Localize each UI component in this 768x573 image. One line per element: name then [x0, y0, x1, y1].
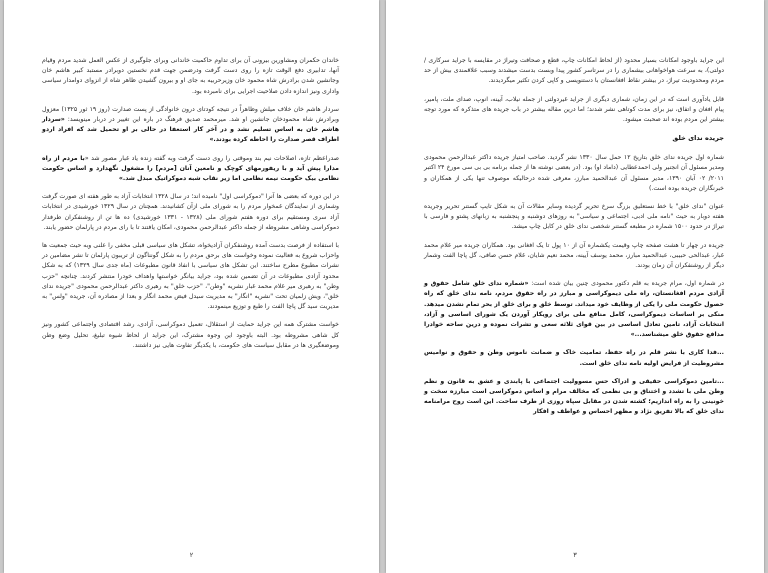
paragraph: در این دوره که بعضی ها آنرا "دموکراسی اول" نامیده اند؛ در سال ۱۳۲۸ انتخابات آزاد به طور هفته ای صورت گرفت وشماری از نمایندگان غمخوار مردم را به شورای ملی ازآن کشانیدند. همچنان در سال ۱۳۲۹ خورشیدی در انتخابات آزاد سری ومستقیم برای دوره هفتم شورای ملی (۱۳۲۸ - ۱۳۳۱ خورشیدی) ده ها تن از روشنفکران طرفدار دموکراسی وشاهی مشروطه از جمله داکتر عبدالرحمن محمودی، امکان یافتند تا با رای مردم در پارلمان حضور یابند.	[42, 193, 340, 231]
page-2-content	[42, 56, 339, 359]
paragraph: شماره اول جریده ندای خلق بتاریخ ۱۲ حمل سال ۱۳۳۰ نشر گردید. صاحب امتیاز جریده داکتر عبدالرحمن محمودی ومدیر مسئول آن انجنیر ولی احمدعطایی (داماد او) بود. (در بعضی نوشته ها از جمله برنامه بی بی سی مورخ ۲۴ اکتبر ۲۰۱۱/ ۰۲ آبان ۱۳۹۰، مدیر مسئول آن عبدالحمید مبارز، معرفی شده درحالیکه موصوف تنها یکی از همکاران و خبرنگاران جریده بوده است.)	[424, 154, 724, 192]
paragraph: خاندان حکمران ومشاورین بیرونی آن برای تداوم حاکمیت خاندانی وبرای جلوگیری از عکس العمل شدید مردم وقیام آنها، تدابیری دفع الوقت تازه را روی دست گرفت ودرضمن جهت قدم نخستین دوبرادر مستبد کبیر هاشم خان وجانشین شدن برادرش شاه محمود خان وزیرحربیه به جای او و بیرون گشیدن ظاهر شاه از انزوای دوامدار سیاسی واداری ونیز اندازه دادن صلاحیت اجرایی برای نامبرده بود.	[42, 57, 339, 95]
page-number: ۲	[189, 551, 194, 559]
quote-bold: «سردار هاشم خان به اساس تسلیم نشد و در آخر کار استعفا در حالی بر او تحمیل شد که افراد اردو اطراف قصر صدارت را احاطه کرده بودند.»	[42, 116, 339, 144]
paragraph-with-quote	[424, 279, 724, 340]
paragraph: با استفاده از فرصت بدست آمده روشنفکران آزادیخواه، تشکل های سیاسی قبلی مخفی را علنی وبه حیث جمعیت ها واحزاب شروع به فعالیت نموده وخواست های برحق مردم را به شکل گونناگون از تریبون پارلمان تا نشر مضامین در نشرات مطبوع مطرح ساختند. این تشکل های سیاسی با انفاذ قانون مطبوعات (ماه جدی سال ۱۳۲۹) که به شکل محدود آزادی مطبوعات در آن تضمین شده بود، جراید بیانگر خواستها واهداف خودرا منتشر کردند. چنانچه "حزب وطن" به رهبری میر غلام محمد غبار نشریه "وطن"، "حزب خلق" به رهبری داکتر عبدالرحمن محمودی "جریده ندای خلق"، ویش زلمیان تحت "نشریه "انگار" به مدیریت سیدل فیض محمد انگار و بعدا از مصادره آن، جریده "ولس" به مدیریت سید گل پاچا الفت را طبع و توزیع مینمودند.	[42, 242, 340, 311]
section-heading: جریده ندای خلق	[672, 134, 724, 143]
paragraph-text: سردار هاشم خان خلاف میلش وظاهراً در نتیجه کودتای درون خانوادگی از پست صدارت (روز ۱۹ ثور ۱۳۲۵) معزول وبرادرش شاه محمودخان جانشین او شد. میرمحمد صدیق فرهنگ در باره این تغییر در دربار مینویسد:	[42, 105, 339, 124]
paragraph: جریده در چهار تا هشت صفحه چاپ وقیمت یکشماره آن از ۱۰ پول تا یک افغانی بود. همکاران جریده میر غلام محمد غبار، عبدالحی حبیبی، عبدالحمید مبارز، محمد یوسف آیینه، محمد نعیم شایان، غلام حسن صافی، گل پاچا الفت وشمار دیگر از روشنفکران آن زمان بودند.	[424, 241, 724, 270]
paragraph-bold: ...تامین دموکراسی حقیقی و ادراک حس مسوولیت اجتماعی با پابندی و عشق به قانون و نظم وطن ملی با تشدد و اختناق و بی نظمی که مخالف مرام و اساس دموکراسی است مبارزه سخت و خونینی را به راه اندازیم؛ کشته شدن در مقابل سپاه روزی از طرف ساحت. این است روح مرامنامه ندای خلق که بالا تفریق نژاد و مظهر احساس و عواطف و افکار	[424, 377, 724, 416]
paragraph: عنوان "ندای خلق" با خط نستعلیق بزرگ سرخ تحریر گردیده وسایر مقالات آن به شکل تایپ گستنر تحریر وجریده هفته دوبار به حیث "نامه ملی ادبی، اجتماعی و سیاسی" به روزهای دوشنبه و پنجشنبه به زبانهای پشتو و فارسی با تیراژ در حدود ۱۵۰۰ شماره در مطبعه گستنر شخصی ندای خلق در کابل چاپ میشد.	[424, 203, 724, 231]
paragraph-with-quote	[42, 105, 339, 146]
paragraph: خواست مشترک همه این جراید حمایت از استقلال، تعمیل دموکراسی، آزادی، رشد اقتصادی واجتماعی کشور ونیز کل شاهی مشروطه بود. البته باوجود این وجوه مشترک، این جراید از لحاظ شیوه تبلیغ، تحلیل وضع وطن وموضعگیری ها در مقابل سیاست های حکومت، با یکدیگر تفاوت هایی نیز داشتند.	[42, 321, 339, 349]
quote-bold: «شماره ندای خلق شامل حقوق و آزادی مردم افغانستان، راه ملی دیموکراسی و مبارز در راه حقوق مردم، نامه ندای خلق که راه حصول حکومت ملی را یکی از وظایف خود میداند. توسط خلق و برای خلق از بحر تمام نشدن میدهد. منکی بر اساسات دیموکراسی، کامل منافع ملی برای رویکار آوردن یک شورای اساسی و آزاد، انتخابات آزاد، تامین تعادل اساسی در بین قوای ثلاثه سعی و تشرات نموده و درین ساحه خوادرا مدافع حقوق خلق میشناسد...»	[424, 280, 724, 339]
page-3-content	[424, 56, 724, 426]
page-number: ۳	[573, 551, 577, 559]
paragraph: قابل یادآوری است که در این زمان، شماری دیگری از جراید غیردولتی از جمله نیلاب، آیینه، انوپ، صدای ملت، پامیر، پیام افغان و اتفاق، نیز برای مدت کوتاهی نشر شدند؛ اما درین مقاله بیشتر در باب جریده های متذکره که مورد توجه بیشتر این مردم بوده اند صحبت میشود.	[424, 95, 724, 124]
paragraph: این جراید باوجود امکانات بسیار محدود (از لحاظ امکانات چاپ، قطع و صحافت وتیراژ در مقایسه با جراید سرکاری / دولتی)، به سرعت هواخواهانی بیشماری را در سرتاسر کشور پیدا وبست بدست میشدند وسبب علاقمندی بیش از حد مردم ومحدودیت تیراژ، در بیشتر نقاط افغانستان با دستنویسی و کاپی کردن تکثیر میگردیدند.	[424, 57, 724, 85]
document-page-2	[4, 0, 379, 573]
paragraph-bold: ...فدا کاری با نشر قلم در راه حفظ، تمامیت خاک و ضمانت ناموس وطن و حقوق و نوامیس مشروطیت از فرایض اولیه نامه ندای خلق است.	[424, 349, 724, 367]
paragraph-text: صدراعظم تازه، اصلاحات نیم بند وموقتی را روی دست گرفت وبه گفته زنده یاد غبار مصور شد «	[84, 154, 339, 162]
paragraph-with-quote	[42, 154, 339, 185]
paragraph-text: در شماره اول، مرام جریده به قلم دکتور محمودی چنین بیان شده است:	[528, 280, 724, 288]
quote-bold: با مردم از راه مدارا پیش آید و با ریفورمهای کوچک و نامعین آنان [مردم] را مشغول نگهدارد و اساس حکومت نظامی بیک حکومت نیمه نظامی اما زیر نقاب شبه دموکراتیک مبدل شد.»	[42, 154, 339, 183]
document-page-3	[386, 0, 764, 573]
